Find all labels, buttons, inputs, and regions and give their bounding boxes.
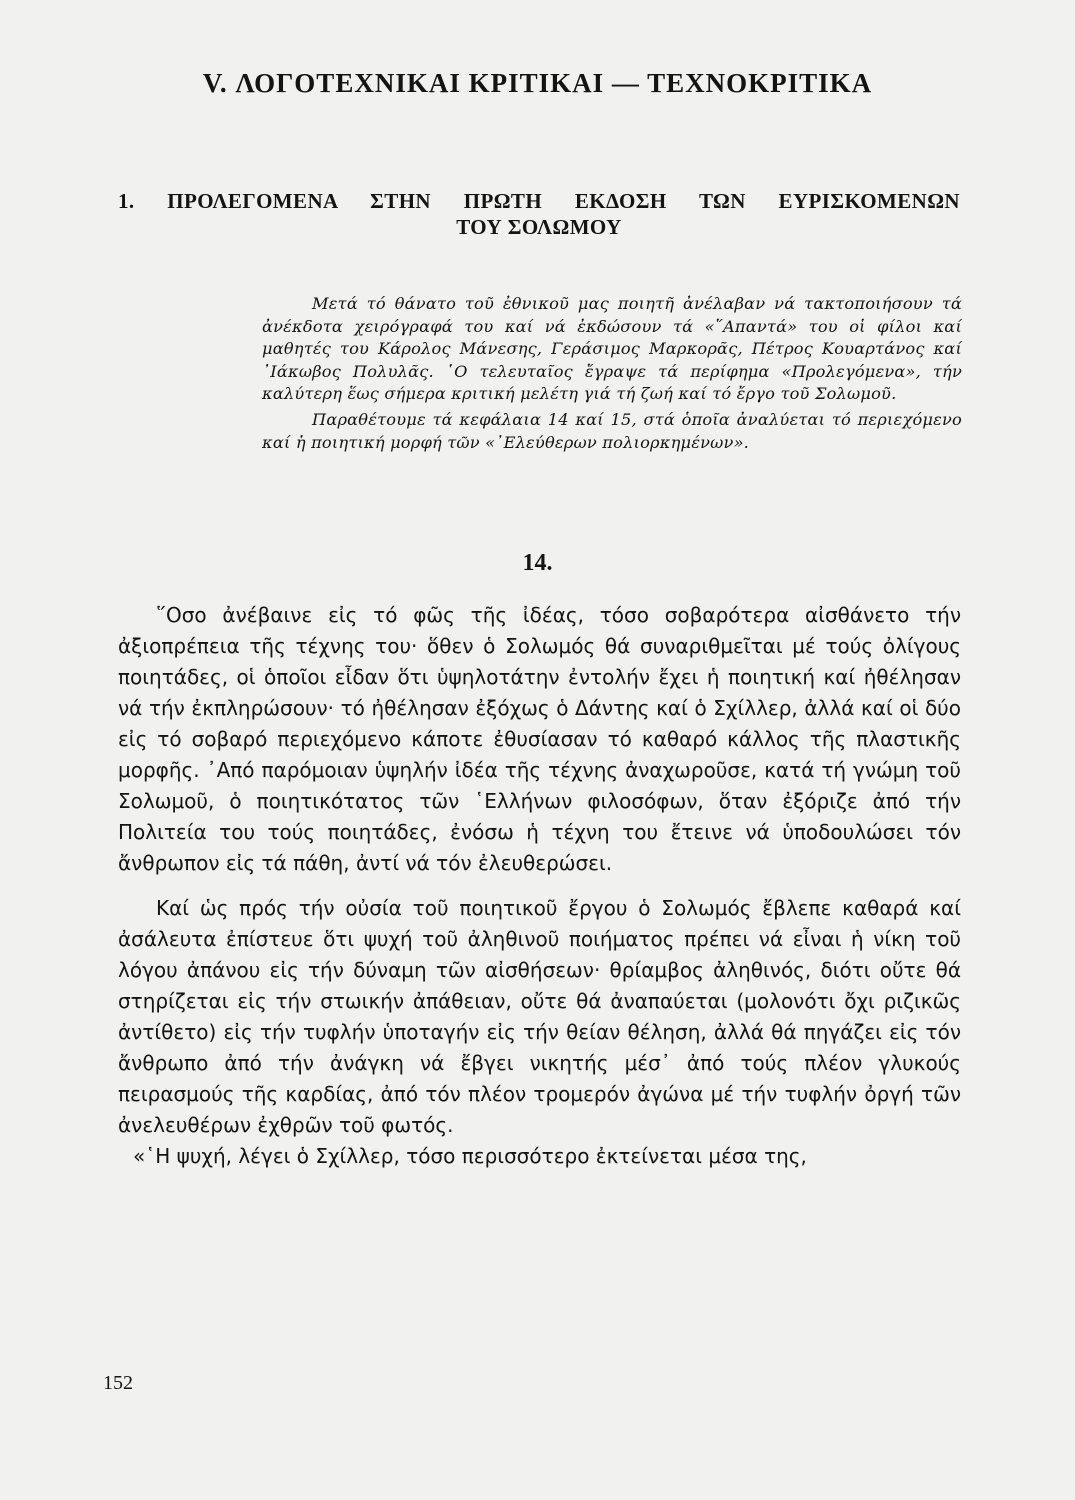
section-title xyxy=(118,188,960,240)
chapter-number: 14. xyxy=(522,550,553,576)
editorial-introduction xyxy=(262,293,962,454)
section-title-line-2: ΤΟΥ ΣΟΛΩΜΟΥ xyxy=(456,215,622,239)
body-paragraph: «῾Η ψυχή, λέγει ὁ Σχίλλερ, τόσο περισσότερο ἐκτείνεται μέσα της, xyxy=(133,1144,807,1168)
chapter-title: V. ΛΟΓΟΤΕΧΝΙΚΑΙ ΚΡΙΤΙΚΑΙ — ΤΕΧΝΟΚΡΙΤΙΚΑ xyxy=(202,68,873,98)
main-text xyxy=(118,600,961,1172)
body-paragraph: Καί ὡς πρός τήν οὐσία τοῦ ποιητικοῦ ἔργου ὁ Σολωμός ἔβλεπε καθαρά καί ἀσάλευτα ἐπίστευε ὅτι ψυχή τοῦ ἀληθινοῦ ποιήματος πρέπει νά εἶναι ἡ νίκη τοῦ λόγου ἀπάνου εἰς τήν δύναμη τῶν αἰσθήσεων· θρίαμβος ἀληθινός, διότι οὔτε θά στηρίζεται εἰς τήν στωικήν ἀπάθειαν, οὔτε θά ἀναπαύεται (μολονότι ὄχι ριζικῶς ἀντίθετο) εἰς τήν τυφλήν ὑποταγήν εἰς τήν θείαν θέληση, ἀλλά θά πηγάζει εἰς τόν ἄνθρωπο ἀπό τήν ἀνάγκη νά ἔβγει νικητής μέσ᾿ ἀπό τούς πλέον γλυκούς πειρασμούς τῆς καρδίας, ἀπό τόν πλέον τρομερόν ἀγώνα μέ τήν τυφλήν ὀργή τῶν ἀνελευθέρων ἐχθρῶν τοῦ φωτός. xyxy=(118,896,961,1137)
body-paragraph: ῞Οσο ἀνέβαινε εἰς τό φῶς τῆς ἰδέας, τόσο σοβαρότερα αἰσθάνετο τήν ἀξιοπρέπεια τῆς τέχνης του· ὅθεν ὁ Σολωμός θά συναριθμεῖται μέ τούς ὀλίγους ποιητάδες, οἱ ὁποῖοι εἶδαν ὅτι ὑψηλοτάτην ἐντολήν ἔχει ἡ ποιητική καί ἠθέλησαν νά τήν ἐκπληρώσουν· τό ἠθέλησαν ἐξόχως ὁ Δάντης καί ὁ Σχίλλερ, ἀλλά καί οἱ δύο εἰς τό σοβαρό περιεχόμενο κάποτε ἐθυσίασαν τό καθαρό κάλλος τῆς πλαστικῆς μορφῆς. ᾿Από παρόμοιαν ὑψηλήν ἰδέα τῆς τέχνης ἀναχωροῦσε, κατά τή γνώμη τοῦ Σολωμοῦ, ὁ ποιητικότατος τῶν ῾Ελλήνων φιλοσόφων, ὅταν ἐξόριζε ἀπό τήν Πολιτεία του τούς ποιητάδες, ἐνόσω ἡ τέχνη του ἔτεινε νά ὑποδουλώσει τόν ἄνθρωπον εἰς τά πάθη, ἀντί νά τόν ἐλευθερώσει. xyxy=(118,603,961,875)
intro-paragraph: Παραθέτουμε τά κεφάλαια 14 καί 15, στά ὁποῖα ἀναλύεται τό περιεχόμενο καί ἡ ποιητική μορφή τῶν «᾿Ελεύθερων πολιορκημένων». xyxy=(262,409,962,452)
page-number: 152 xyxy=(103,1372,133,1394)
section-title-line-1: 1. ΠΡΟΛΕΓΟΜΕΝΑ ΣΤΗΝ ΠΡΩΤΗ ΕΚΔΟΣΗ ΤΩΝ ΕΥΡΙΣΚΟΜΕΝΩΝ xyxy=(118,189,960,213)
intro-paragraph: Μετά τό θάνατο τοῦ ἐθνικοῦ μας ποιητῆ ἀνέλαβαν νά τακτοποιήσουν τά ἀνέκδοτα χειρόγραφά του καί νά ἐκδώσουν τά «῞Απαντά» του οἱ φίλοι καί μαθητές του Κάρολος Μάνεσης, Γεράσιμος Μαρκορᾶς, Πέτρος Κουαρτάνος καί ᾿Ιάκωβος Πολυλᾶς. ῾Ο τελευταῖος ἔγραψε τά περίφημα «Προλεγόμενα», τήν καλύτερη ἕως σήμερα κριτική μελέτη γιά τή ζωή καί τό ἔργο τοῦ Σολωμοῦ. xyxy=(262,294,962,404)
